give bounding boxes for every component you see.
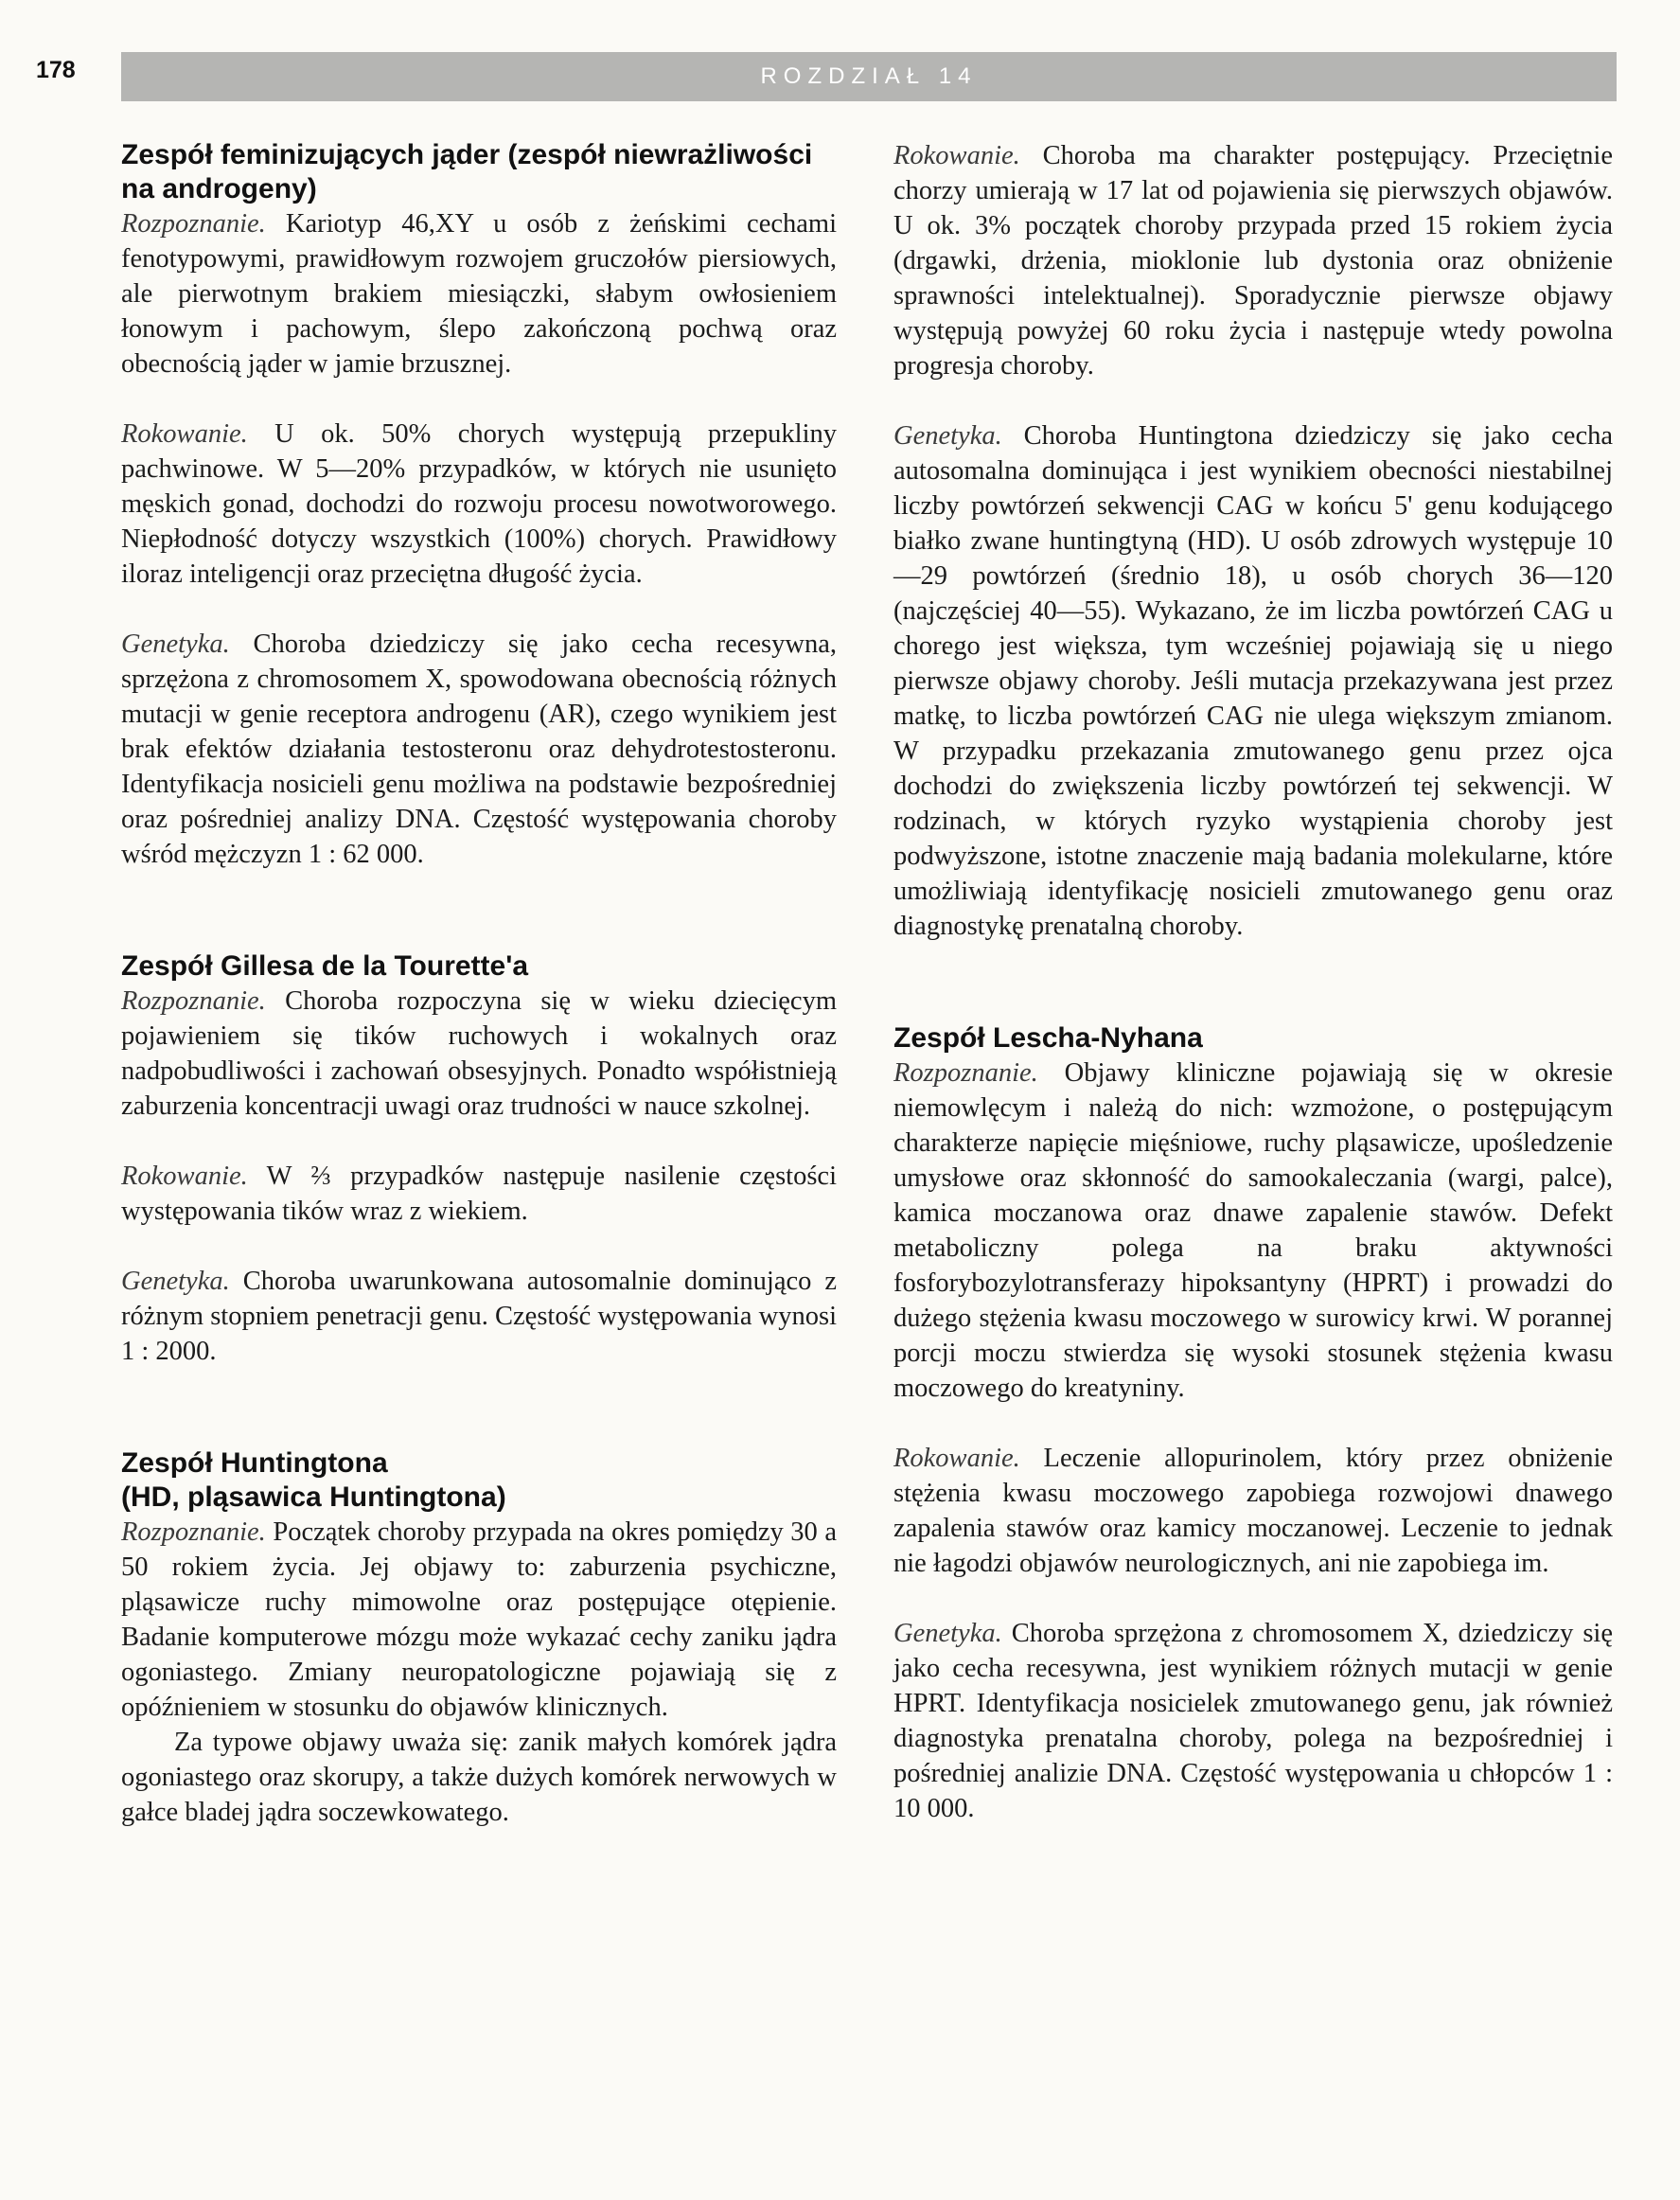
paragraph-text: Choroba uwarunkowana autosomalnie dominująco z różnym stopniem penetracji genu. Częstość występowania wynosi 1 : 2000. <box>121 1267 837 1366</box>
paragraph-label: Genetyka. <box>121 1267 230 1296</box>
paragraph-label: Rokowanie. <box>121 419 248 449</box>
section-title-huntington <box>121 1446 837 1515</box>
paragraph-label: Rozpoznanie. <box>121 209 266 239</box>
paragraph-genetics <box>121 627 837 872</box>
paragraph-text: Choroba rozpoczyna się w wieku dziecięcym pojawieniem się tików ruchowych i wokalnych oraz nadpobudliwości i zachowań obsesyjnych. Ponadto współistnieją zaburzenia koncentracji uwagi oraz trudności w nauce szkolnej. <box>121 986 837 1121</box>
section-title-line: (HD, pląsawica Huntingtona) <box>121 1481 506 1513</box>
paragraph-prognosis <box>121 1159 837 1229</box>
paragraph-typical-symptoms: Za typowe objawy uważa się: zanik małych komórek jądra ogoniastego oraz skorupy, a także dużych komórek nerwowych w gałce bladej jądra soczewkowatego. <box>121 1728 837 1827</box>
paragraph-label: Rozpoznanie. <box>121 986 266 1016</box>
paragraph-prognosis <box>893 138 1613 383</box>
paragraph-genetics <box>121 1264 837 1369</box>
paragraph-diagnosis <box>121 984 837 1124</box>
section-title-lesch-nyhan: Zespół Lescha-Nyhana <box>893 1022 1203 1054</box>
paragraph-label: Rokowanie. <box>121 1162 248 1191</box>
paragraph-text: Choroba dziedziczy się jako cecha recesywna, sprzężona z chromosomem X, spowodowana obecnością różnych mutacji w genie receptora androgenu (AR), czego wynikiem jest brak efektów działania testosteronu oraz dehydrotestosteronu. Identyfikacja nosicieli genu możliwa na podstawie bezpośredniej oraz pośredniej analizy DNA. Częstość występowania choroby wśród mężczyzn 1 : 62 000. <box>121 630 837 869</box>
paragraph-text: Choroba sprzężona z chromosomem X, dziedziczy się jako cecha recesywna, jest wynikiem różnych mutacji w genie HPRT. Identyfikacja nosicielek zmutowanego genu, jak również diagnostyka prenatalna choroby, polega na bezpośredniej i pośredniej analizie DNA. Częstość występowania u chłopców 1 : 10 000. <box>893 1619 1613 1823</box>
paragraph-text: W ⅔ przypadków następuje nasilenie częstości występowania tików wraz z wiekiem. <box>121 1162 837 1226</box>
paragraph-text: Objawy kliniczne pojawiają się w okresie niemowlęcym i należą do nich: wzmożone, o postępującym charakterze napięcie mięśniowe, ruchy pląsawicze, upośledzenie umysłowe oraz skłonność do samookaleczania (wargi, palce), kamica moczanowa oraz dnawe zapalenie stawów. Defekt metaboliczny polega na braku aktywności fosforybozylotransferazy hipoksantyny (HPRT) i prowadzi do dużego stężenia kwasu moczowego w surowicy krwi. W porannej porcji moczu stwierdza się wysoki stosunek stężenia kwasu moczowego do kreatyniny. <box>893 1058 1614 1403</box>
paragraph-text: Kariotyp 46,XY u osób z żeńskimi cechami fenotypowymi, prawidłowym rozwojem gruczołów piersiowych, ale pierwotnym brakiem miesiączki, słabym owłosieniem łonowym i pachowym, ślepo zakończoną pochwą oraz obecnością jąder w jamie brzusznej. <box>121 209 837 379</box>
section-title-feminizing-testes: Zespół feminizujących jąder (zespół niewrażliwości na androgeny) <box>121 139 813 204</box>
chapter-title: ROZDZIAŁ 14 <box>760 63 978 89</box>
paragraph-text: U ok. 50% chorych występują przepukliny pachwinowe. W 5—20% przypadków, w których nie usunięto męskich gonad, dochodzi do rozwoju procesu nowotworowego. Niepłodność dotyczy wszystkich (100%) chorych. Prawidłowy iloraz inteligencji oraz przeciętna długość życia. <box>121 419 837 589</box>
right-column <box>893 138 1613 1826</box>
paragraph-label: Rozpoznanie. <box>893 1058 1038 1088</box>
paragraph-label: Rokowanie. <box>893 141 1020 170</box>
left-column <box>121 138 837 1830</box>
paragraph-label: Rozpoznanie. <box>121 1517 266 1547</box>
paragraph-text: Choroba Huntingtona dziedziczy się jako cecha autosomalna dominująca i jest wynikiem obecności niestabilnej liczby powtórzeń sekwencji CAG w końcu 5' genu kodującego białko zwane huntingtyną (HD). U osób zdrowych występuje 10—29 powtórzeń (średnio 18), u osób chorych 36—120 (najczęściej 40—55). Wykazano, że im liczba powtórzeń CAG u chorego jest większa, tym wcześniej pojawiają się u niego pierwsze objawy choroby. Jeśli mutacja przekazywana jest przez matkę, to liczba powtórzeń CAG nie ulega większym zmianom. W przypadku przekazania zmutowanego genu przez ojca dochodzi do zwiększenia liczby powtórzeń tej sekwencji. W rodzinach, w których ryzyko wystąpienia choroby jest podwyższone, istotne znaczenie mają badania molekularne, które umożliwiają identyfikację nosicieli zmutowanego genu oraz diagnostykę prenatalną choroby. <box>893 421 1614 941</box>
paragraph-label: Genetyka. <box>893 421 1002 451</box>
chapter-header-bar <box>121 52 1617 101</box>
paragraph-genetics <box>893 418 1613 944</box>
section-title-line: Zespół Huntingtona <box>121 1447 388 1479</box>
paragraph-label: Genetyka. <box>121 630 230 659</box>
paragraph-prognosis <box>893 1441 1613 1581</box>
paragraph-label: Rokowanie. <box>893 1444 1020 1473</box>
paragraph-text: Leczenie allopurinolem, który przez obniżenie stężenia kwasu moczowego zapobiega rozwojowi dnawego zapalenia stawów oraz kamicy moczanowej. Leczenie to jednak nie łagodzi objawów neurologicznych, ani nie zapobiega im. <box>893 1444 1614 1578</box>
paragraph-diagnosis <box>121 206 837 381</box>
paragraph-genetics <box>893 1616 1613 1826</box>
paragraph-prognosis <box>121 417 837 592</box>
paragraph-diagnosis <box>893 1056 1613 1406</box>
paragraph-text: Choroba ma charakter postępujący. Przeciętnie chorzy umierają w 17 lat od pojawienia się pierwszych objawów. U ok. 3% początek choroby przypada przed 15 rokiem życia (drgawki, drżenia, mioklonie lub dystonia oraz obniżenie sprawności intelektualnej). Sporadycznie pierwsze objawy występują powyżej 60 roku życia i następuje wtedy powolna progresja choroby. <box>893 141 1613 381</box>
page-number: 178 <box>36 57 76 83</box>
paragraph-diagnosis <box>121 1515 837 1725</box>
paragraph-text: Początek choroby przypada na okres pomiędzy 30 a 50 rokiem życia. Jej objawy to: zaburzenia psychiczne, pląsawicze ruchy mimowolne oraz postępujące otępienie. Badanie komputerowe mózgu może wykazać cechy zaniku jądra ogoniastego. Zmiany neuropatologiczne pojawiają się z opóźnieniem w stosunku do objawów klinicznych. <box>121 1517 837 1722</box>
paragraph-label: Genetyka. <box>893 1619 1002 1648</box>
section-title-tourette: Zespół Gillesa de la Tourette'a <box>121 950 529 982</box>
